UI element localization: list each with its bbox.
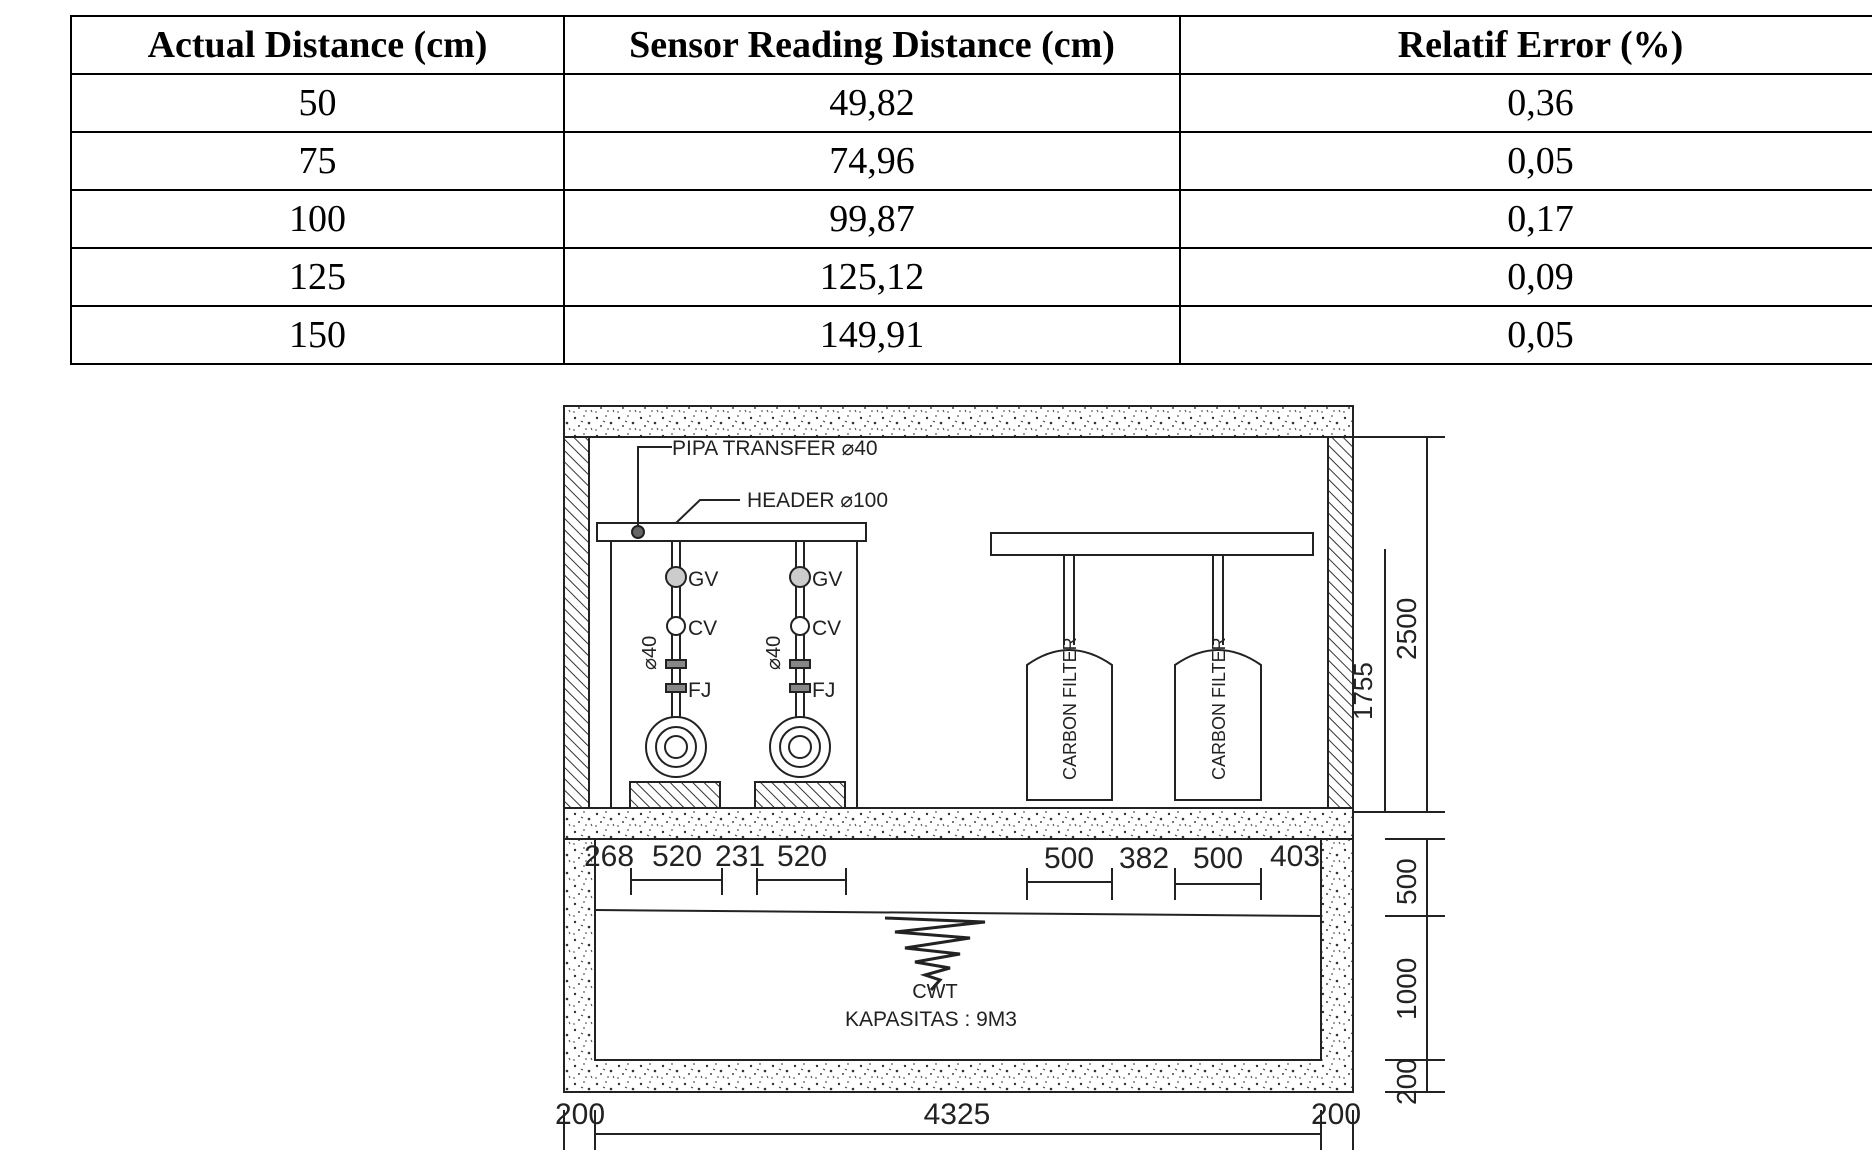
label-gv-2: GV: [812, 568, 843, 591]
dim-1000: 1000: [1391, 957, 1422, 1020]
label-carbon-filter-2: CARBON FILTER: [1209, 637, 1229, 780]
dim-200-left: 200: [554, 1098, 606, 1131]
dim-top-4: 500: [1043, 842, 1095, 875]
cell-actual: 75: [71, 132, 564, 190]
cell-error: 0,09: [1180, 248, 1872, 306]
cell-actual: 150: [71, 306, 564, 364]
cell-error: 0,05: [1180, 132, 1872, 190]
label-capacity: KAPASITAS : 9M3: [845, 1008, 1017, 1031]
label-cwt: CWT: [912, 981, 958, 1003]
label-pipe-dia-1: ⌀40: [639, 635, 661, 670]
header-relative-error: Relatif Error (%): [1180, 16, 1872, 74]
filter-header-pipe: [991, 533, 1313, 555]
dim-500-vertical: 500: [1391, 858, 1422, 905]
dim-1755: 1755: [1348, 662, 1378, 720]
dim-top-5: 382: [1118, 842, 1170, 875]
label-gv-1: GV: [688, 568, 719, 591]
dim-4325: 4325: [923, 1098, 991, 1131]
cell-actual: 125: [71, 248, 564, 306]
left-wall: [564, 437, 589, 808]
floor-slab: [564, 808, 1353, 839]
dim-top-0: 268: [583, 840, 635, 873]
header-sensor-reading: Sensor Reading Distance (cm): [564, 16, 1180, 74]
cell-reading: 149,91: [564, 306, 1180, 364]
cell-reading: 49,82: [564, 74, 1180, 132]
dim-200-vertical: 200: [1391, 1058, 1422, 1105]
label-header: HEADER ⌀100: [747, 489, 889, 512]
right-wall: [1328, 437, 1353, 808]
cell-actual: 50: [71, 74, 564, 132]
dim-2500: 2500: [1391, 597, 1422, 660]
dim-200-right: 200: [1310, 1098, 1362, 1131]
header-actual-distance: Actual Distance (cm): [71, 16, 564, 74]
cell-error: 0,17: [1180, 190, 1872, 248]
cell-reading: 99,87: [564, 190, 1180, 248]
label-cv-2: CV: [812, 617, 842, 640]
dim-top-2: 231: [714, 840, 766, 873]
label-carbon-filter-1: CARBON FILTER: [1060, 637, 1080, 780]
cell-error: 0,05: [1180, 306, 1872, 364]
dim-top-3: 520: [776, 840, 828, 873]
label-fj-1: FJ: [688, 679, 712, 702]
dim-top-1: 520: [651, 840, 703, 873]
label-pipe-dia-2: ⌀40: [763, 635, 785, 670]
dim-top-6: 500: [1192, 842, 1244, 875]
roof-slab: [564, 406, 1353, 437]
cell-reading: 125,12: [564, 248, 1180, 306]
cell-reading: 74,96: [564, 132, 1180, 190]
dim-top-7: 403: [1269, 840, 1321, 873]
label-fj-2: FJ: [812, 679, 836, 702]
cell-error: 0,36: [1180, 74, 1872, 132]
label-cv-1: CV: [688, 617, 718, 640]
label-pipe-transfer: PIPA TRANSFER ⌀40: [672, 437, 878, 460]
cell-actual: 100: [71, 190, 564, 248]
